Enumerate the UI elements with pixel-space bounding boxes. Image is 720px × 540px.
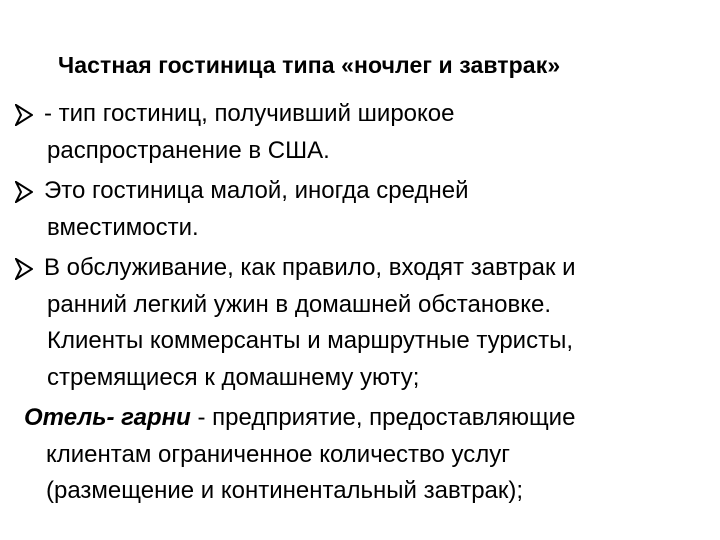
- arrowhead-bullet-icon: [15, 258, 33, 280]
- bullet-1-line-2: распространение в США.: [47, 136, 330, 164]
- definition-line-3: (размещение и континентальный завтрак);: [46, 477, 524, 504]
- bullet-3-line-1: В обслуживание, как правило, входят завтрак и: [44, 254, 576, 281]
- bullet-paragraph-2: [44, 173, 468, 246]
- arrowhead-bullet-icon: [15, 181, 33, 203]
- bullet-paragraph-1: [44, 96, 454, 169]
- bullet-3-line-2: ранний легкий ужин в домашней обстановке.: [47, 290, 551, 318]
- definition-paragraph: [24, 400, 575, 510]
- bullet-3-line-4: стремящиеся к домашнему уюту;: [47, 363, 420, 391]
- definition-first-line: [24, 400, 575, 437]
- bullet-2-line-1: Это гостиница малой, иногда средней: [44, 177, 469, 204]
- bullet-2-line-2: вместимости.: [47, 213, 199, 241]
- definition-text: - предприятие, предоставляющие: [190, 404, 576, 431]
- definition-line-2: клиентам ограниченное количество услуг: [46, 440, 511, 468]
- arrowhead-bullet-icon: [15, 104, 33, 126]
- slide-title: Частная гостиница типа «ночлег и завтрак»: [58, 52, 561, 78]
- bullet-1-line-1: - тип гостиниц, получивший широкое: [44, 100, 455, 127]
- definition-term: Отель- гарни: [24, 404, 191, 431]
- bullet-3-line-3: Клиенты коммерсанты и маршрутные туристы,: [47, 327, 573, 354]
- bullet-paragraph-3: [44, 250, 576, 396]
